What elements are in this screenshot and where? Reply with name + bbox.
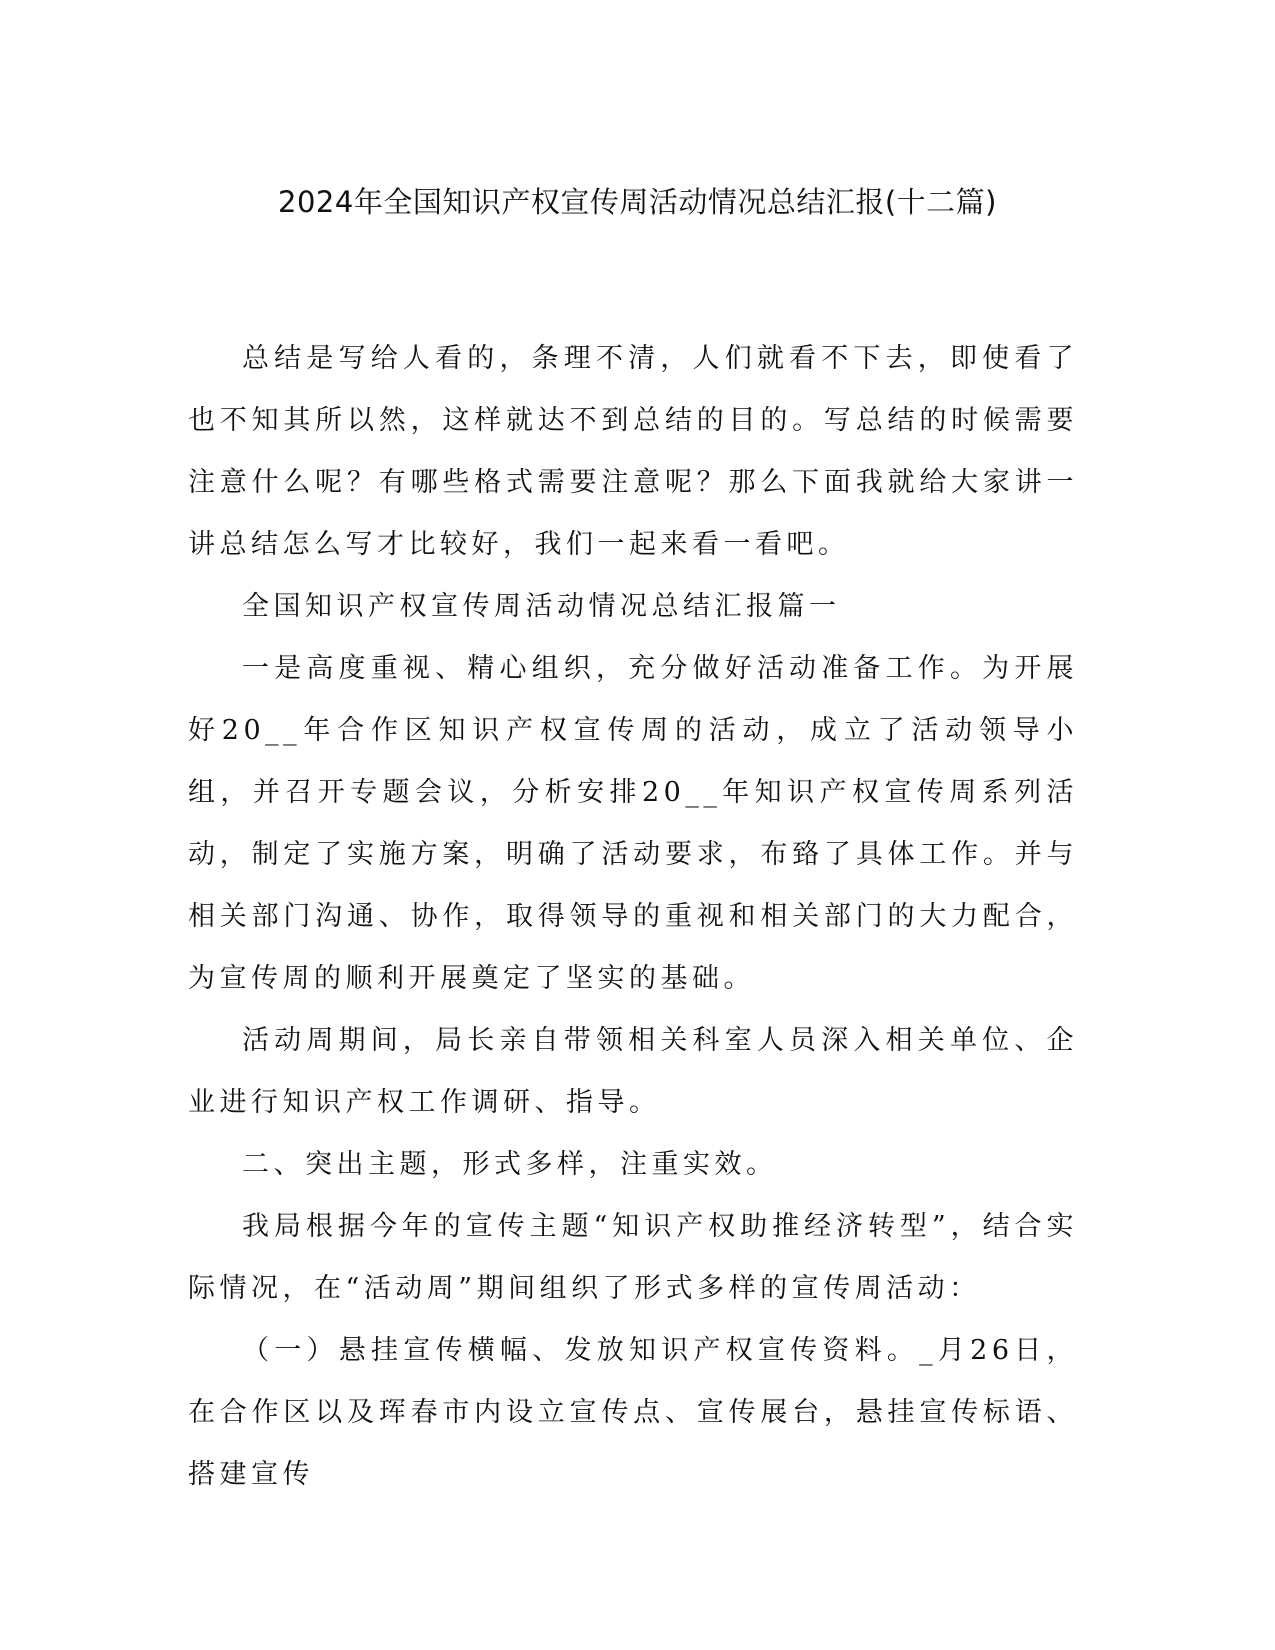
paragraph-banners-materials: （一）悬挂宣传横幅、发放知识产权宣传资料。_月26日，在合作区以及珲春市内设立宣传点、宣传展台，悬挂宣传标语、搭建宣传 — [188, 1335, 1078, 1490]
section-heading-part-one: 全国知识产权宣传周活动情况总结汇报篇一 — [242, 591, 841, 622]
document-body — [188, 328, 1078, 1506]
document-title: 2024年全国知识产权宣传周活动情况总结汇报(十二篇) — [278, 185, 997, 219]
paragraph-research-guidance: 活动周期间，局长亲自带领相关科室人员深入相关单位、企业进行知识产权工作调研、指导。 — [188, 1025, 1078, 1118]
paragraph-preparation-work: 一是高度重视、精心组织，充分做好活动准备工作。为开展好20__年合作区知识产权宣传周的活动，成立了活动领导小组，并召开专题会议，分析安排20__年知识产权宣传周系列活动，制定了实施方案，明确了活动要求，布臵了具体工作。并与相关部门沟通、协作，取得领导的重视和相关部门的大力配合，为宣传周的顺利开展奠定了坚实的基础。 — [188, 653, 1078, 994]
intro-paragraph: 总结是写给人看的，条理不清，人们就看不下去，即使看了也不知其所以然，这样就达不到总结的目的。写总结的时候需要注意什么呢？有哪些格式需要注意呢？那么下面我就给大家讲一讲总结怎么写才比较好，我们一起来看一看吧。 — [188, 343, 1078, 560]
section-heading-theme: 二、突出主题，形式多样，注重实效。 — [242, 1149, 778, 1180]
paragraph-theme-activities: 我局根据今年的宣传主题“知识产权助推经济转型”，结合实际情况，在“活动周”期间组织了形式多样的宣传周活动： — [188, 1211, 1078, 1304]
